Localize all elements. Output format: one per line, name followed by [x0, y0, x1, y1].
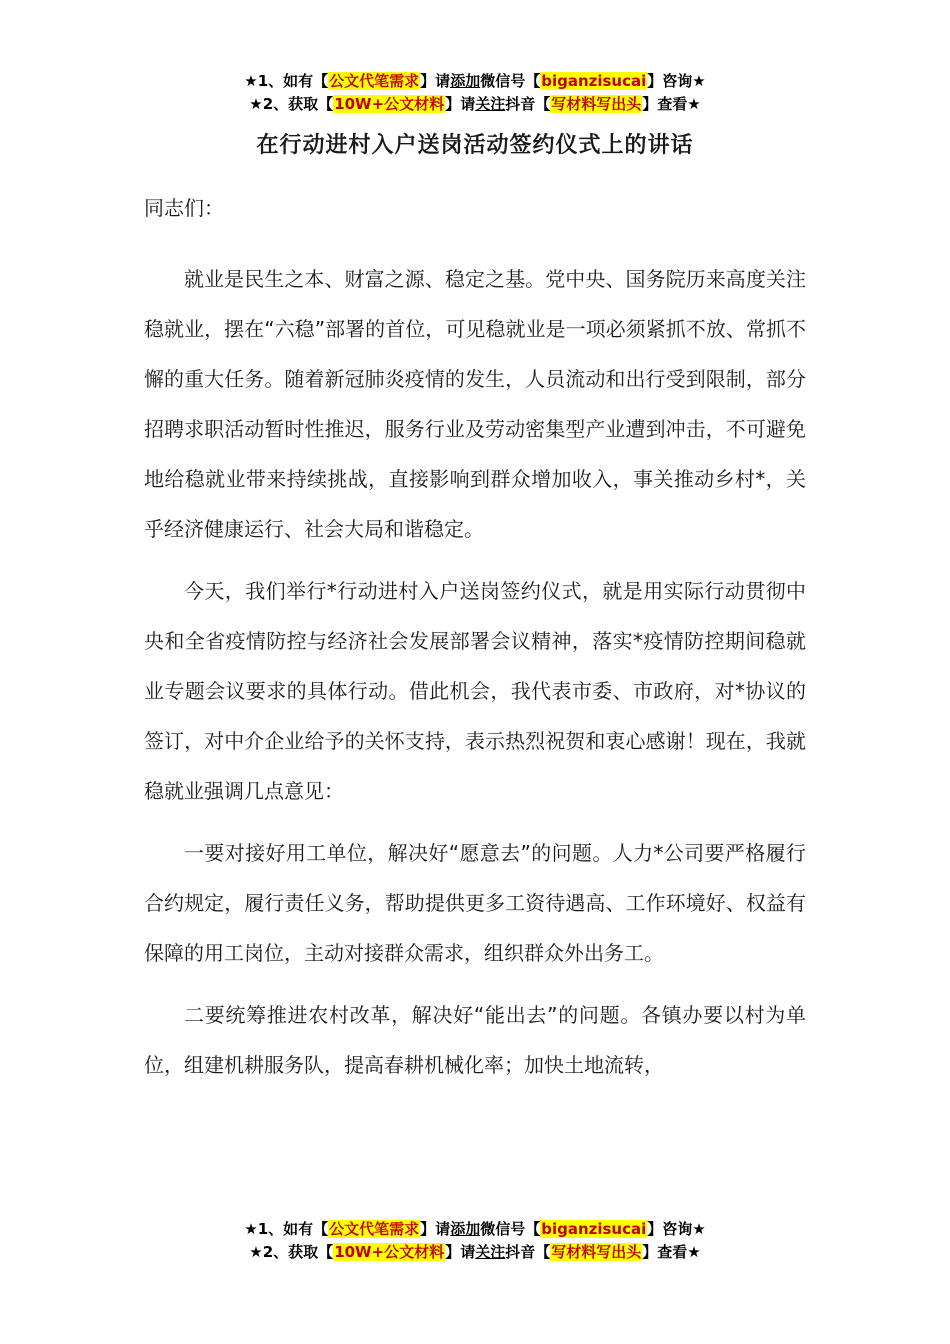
promo-line-1: [0, 1218, 950, 1241]
promo-text: 】查看★: [642, 95, 701, 113]
promo-text: 】咨询★: [647, 72, 706, 90]
promo-line-2: [0, 93, 950, 116]
promo-underline: 关注: [475, 95, 506, 113]
promo-line-2: [0, 1241, 950, 1264]
promo-text: 】请: [445, 95, 476, 113]
promo-text: 】查看★: [642, 1243, 701, 1261]
promo-text: 】咨询★: [647, 1220, 706, 1238]
wechat-id-highlight: biganzisucai: [541, 72, 647, 90]
paragraph: 一要对接好用工单位，解决好“愿意去”的问题。人力*公司要严格履行合约规定，履行责任义务，帮助提供更多工资待遇高、工作环境好、权益有保障的用工岗位，主动对接群众需求，组织群众外出务工。: [144, 841, 806, 965]
promo-underline: 关注: [475, 1243, 506, 1261]
paragraph: 就业是民生之本、财富之源、稳定之基。党中央、国务院历来高度关注稳就业，摆在“六稳”部署的首位，可见稳就业是一项必须紧抓不放、常抓不懈的重大任务。随着新冠肺炎疫情的发生，人员流动和出行受到限制，部分招聘求职活动暂时性推迟，服务行业及劳动密集型产业遭到冲击，不可避免地给稳就业带来持续挑战，直接影响到群众增加收入，事关推动乡村*，关乎经济健康运行、社会大局和谐稳定。: [144, 267, 806, 541]
promo-highlight: 10W+公文材料: [334, 95, 445, 113]
promo-highlight: 公文代笔需求: [329, 1220, 420, 1238]
paragraph: 二要统筹推进农村改革，解决好“能出去”的问题。各镇办要以村为单位，组建机耕服务队，提高春耕机械化率；加快土地流转，: [144, 1003, 806, 1077]
promo-text: 】请: [420, 1220, 451, 1238]
document-body: [144, 190, 806, 1102]
promo-banner-top: [0, 70, 950, 116]
promo-line-1: [0, 70, 950, 93]
greeting: 同志们：: [144, 196, 224, 220]
promo-highlight: 10W+公文材料: [334, 1243, 445, 1261]
promo-highlight: 公文代笔需求: [329, 72, 420, 90]
promo-text: 】请: [420, 72, 451, 90]
promo-text: ★1、如有【: [244, 72, 329, 90]
promo-underline: 添加: [450, 72, 481, 90]
promo-text: 】请: [445, 1243, 476, 1261]
promo-text: 微信号【: [480, 72, 541, 90]
promo-text: 抖音【: [505, 95, 551, 113]
promo-text: 抖音【: [505, 1243, 551, 1261]
douyin-id-highlight: 写材料写出头: [551, 95, 642, 113]
promo-text: ★2、获取【: [249, 95, 334, 113]
paragraph: 今天，我们举行*行动进村入户送岗签约仪式，就是用实际行动贯彻中央和全省疫情防控与经济社会发展部署会议精神，落实*疫情防控期间稳就业专题会议要求的具体行动。借此机会，我代表市委、市政府，对*协议的签订，对中介企业给予的关怀支持，表示热烈祝贺和衷心感谢！现在，我就稳就业强调几点意见：: [144, 579, 806, 803]
promo-underline: 添加: [450, 1220, 481, 1238]
wechat-id-highlight: biganzisucai: [541, 1220, 647, 1238]
promo-text: 微信号【: [480, 1220, 541, 1238]
document-title: 在行动进村入户送岗活动签约仪式上的讲话: [256, 133, 694, 158]
promo-text: ★1、如有【: [244, 1220, 329, 1238]
promo-text: ★2、获取【: [249, 1243, 334, 1261]
douyin-id-highlight: 写材料写出头: [551, 1243, 642, 1261]
promo-banner-bottom: [0, 1218, 950, 1264]
